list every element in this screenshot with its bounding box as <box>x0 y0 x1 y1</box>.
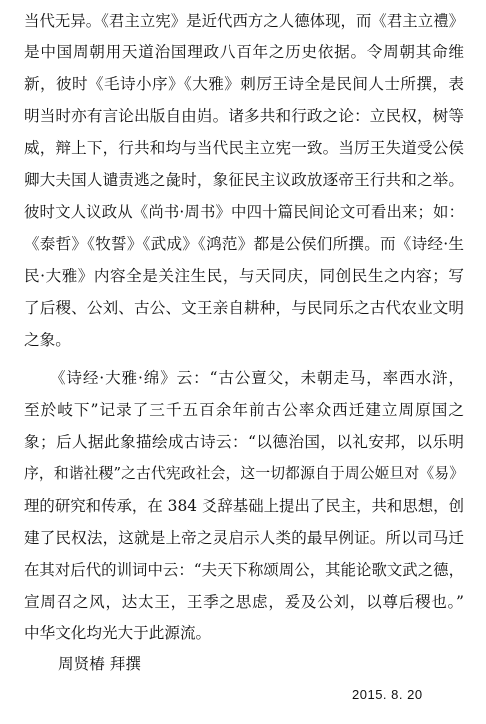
paragraph-2-line-6: 建了民权法，这就是上帝之灵启示人类的最早例证。所以司马迁 <box>24 529 464 547</box>
paragraph-1-line-7: 彼时文人议政从《尚书·周书》中四十篇民间论文可看出来；如： <box>24 203 464 221</box>
author-signature: 周贤椿 拜撰 <box>58 655 141 673</box>
paragraph-2-line-1: 《诗经·大雅·绵》云：“古公亶父，未朝走马，率西水浒， <box>50 369 464 387</box>
paragraph-2-line-7: 在其对后代的训词中云：“夫天下称颂周公，其能论歌文武之德， <box>24 561 464 579</box>
paragraph-1-line-6: 卿大夫国人谴责逃之彘时，象征民主议政放逐帝王行共和之举。 <box>24 171 464 189</box>
paragraph-2-line-3: 象；后人据此象描绘成古诗云：“以德治国，以礼安邦，以乐明 <box>24 433 464 451</box>
paragraph-1-line-2: 是中国周朝用天道治国理政八百年之历史依据。令周朝其命维 <box>24 43 464 61</box>
paragraph-1-line-11: 之象。 <box>24 331 71 349</box>
paragraph-2-line-5: 理的研究和传承，在 384 爻辞基础上提出了民主，共和思想，创 <box>24 497 464 515</box>
paragraph-2-line-4: 序，和谐社稷”之古代宪政社会，这一切都源自于周公姬旦对《易》 <box>24 465 464 482</box>
paragraph-1-line-5: 威，辩上下，行共和均与当代民主立宪一致。当厉王失道受公侯 <box>24 139 464 157</box>
paragraph-2-line-9: 中华文化均光大于此源流。 <box>24 624 212 642</box>
paragraph-1-line-9: 民·大雅》内容全是关注生民，与天同庆，同创民生之内容；写 <box>24 267 464 285</box>
paragraph-1-line-4: 明当时亦有言论出版自由岿。诸多共和行政之论：立民权，树等 <box>24 107 464 125</box>
paragraph-2-line-2: 至於岐下”记录了三千五百余年前古公率众西迁建立周原国之 <box>24 401 464 419</box>
document-date: 2015. 8. 20 <box>352 687 423 702</box>
paragraph-2-line-8: 宣周召之风，达太王，王季之思虑，爰及公刘，以尊后稷也。” <box>24 593 464 611</box>
paragraph-1-line-1: 当代无异。《君主立宪》是近代西方之人德体现，而《君主立禮》 <box>24 12 464 30</box>
paragraph-1-line-3: 新，彼时《毛诗小序》《大雅》刺厉王诗全是民间人士所撰，表 <box>24 75 464 93</box>
paragraph-1-line-10: 了后稷、公刘、古公、文王亲自耕种，与民同乐之古代农业文明 <box>24 299 464 317</box>
paragraph-1-line-8: 《泰哲》《牧誓》《武成》《鸿范》都是公侯们所撰。而《诗经·生 <box>24 235 464 253</box>
